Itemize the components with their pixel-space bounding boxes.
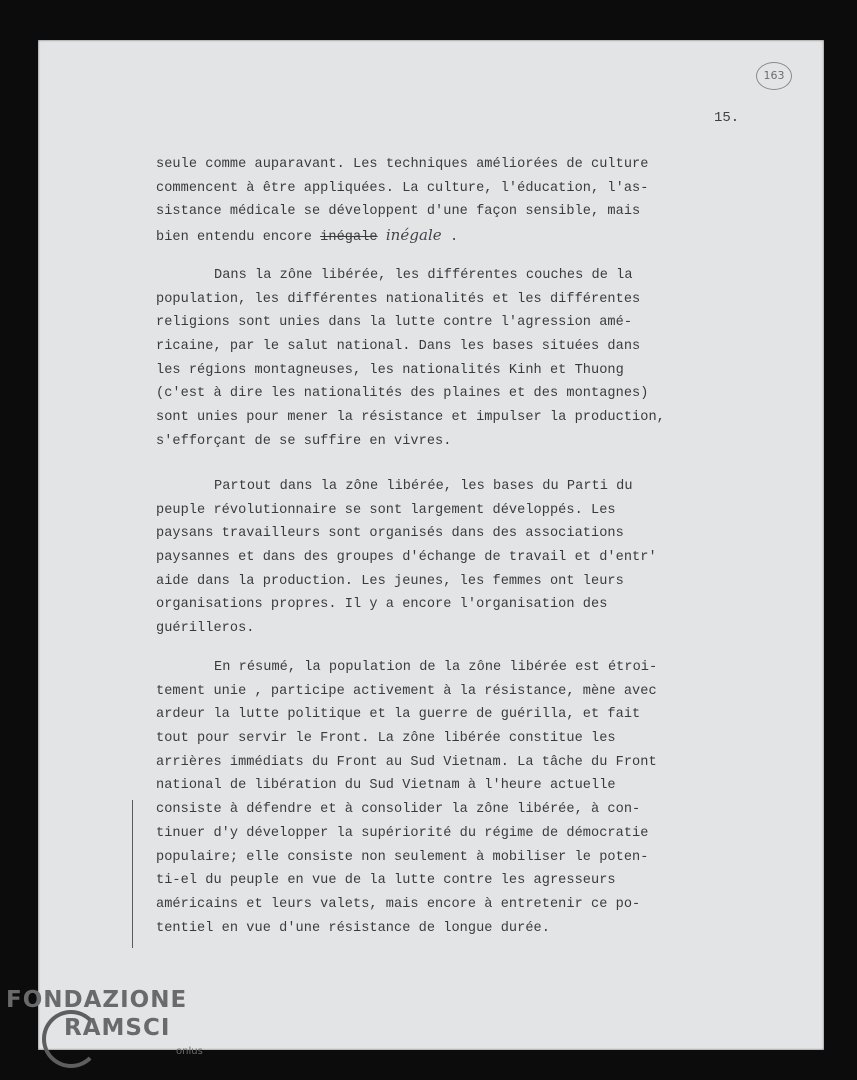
g-ring-icon	[42, 1010, 100, 1068]
text-line: paysans travailleurs sont organisés dans des associations	[156, 526, 624, 542]
text-line: sont unies pour mener la résistance et impulser la production,	[156, 410, 665, 426]
text-line: ricaine, par le salut national. Dans les bases situées dans	[156, 339, 641, 355]
text-line: seule comme auparavant. Les techniques améliorées de culture	[156, 157, 649, 172]
paragraph-2	[156, 264, 766, 454]
paragraph-4	[156, 656, 766, 940]
text-line: tout pour servir le Front. La zône libérée constitue les	[156, 731, 616, 747]
watermark-logo: FONDAZIONE RAMSCI onlus	[6, 986, 187, 1042]
text-line: populaire; elle consiste non seulement à mobiliser le poten-	[156, 849, 649, 865]
text-line: En résumé, la population de la zône libérée est étroi-	[214, 660, 658, 675]
text-line: population, les différentes nationalités et les différentes	[156, 291, 641, 307]
text-line: tinuer d'y développer la supériorité du régime de démocratie	[156, 825, 649, 841]
text-line: organisations propres. Il y a encore l'organisation des	[156, 597, 608, 613]
text-line: Partout dans la zône libérée, les bases du Parti du	[214, 479, 633, 494]
archive-stamp: 163	[756, 62, 792, 90]
text-line: bien entendu encore inégale inégale .	[156, 226, 459, 246]
text-line: guérilleros.	[156, 621, 255, 637]
text-line: Dans la zône libérée, les différentes couches de la	[214, 268, 633, 283]
text-line: les régions montagneuses, les nationalités Kinh et Thuong	[156, 362, 624, 378]
text-line: tement unie , participe activement à la résistance, mène avec	[156, 683, 657, 699]
page-number: 15.	[714, 110, 740, 126]
text-line: ti-el du peuple en vue de la lutte contre les agresseurs	[156, 873, 616, 889]
struck-word: inégale	[320, 230, 378, 246]
text-line: américains et leurs valets, mais encore à entretenir ce po-	[156, 896, 641, 912]
margin-line-mark	[132, 800, 133, 948]
text-line: consiste à défendre et à consolider la zône libérée, à con-	[156, 802, 641, 818]
text-line: religions sont unies dans la lutte contre l'agression amé-	[156, 315, 633, 331]
text-line: aide dans la production. Les jeunes, les femmes ont leurs	[156, 573, 624, 589]
text-line: ardeur la lutte politique et la guerre de guérilla, et fait	[156, 707, 641, 723]
paragraph-1	[156, 153, 766, 248]
text-line: sistance médicale se développent d'une façon sensible, mais	[156, 204, 641, 220]
text-line: tentiel en vue d'une résistance de longue durée.	[156, 920, 550, 936]
paragraph-3	[156, 475, 766, 641]
text-line: arrières immédiats du Front au Sud Vietnam. La tâche du Front	[156, 754, 657, 770]
handwritten-correction: inégale	[385, 226, 442, 245]
text-line: national de libération du Sud Vietnam à l'heure actuelle	[156, 778, 616, 794]
text-line: s'efforçant de se suffire en vivres.	[156, 433, 452, 449]
text-line: paysannes et dans des groupes d'échange de travail et d'entr'	[156, 550, 657, 566]
text-line: peuple révolutionnaire se sont largement développés. Les	[156, 502, 616, 518]
text-line: (c'est à dire les nationalités des plaines et des montagnes)	[156, 386, 649, 402]
text-line: commencent à être appliquées. La culture, l'éducation, l'as-	[156, 180, 649, 196]
